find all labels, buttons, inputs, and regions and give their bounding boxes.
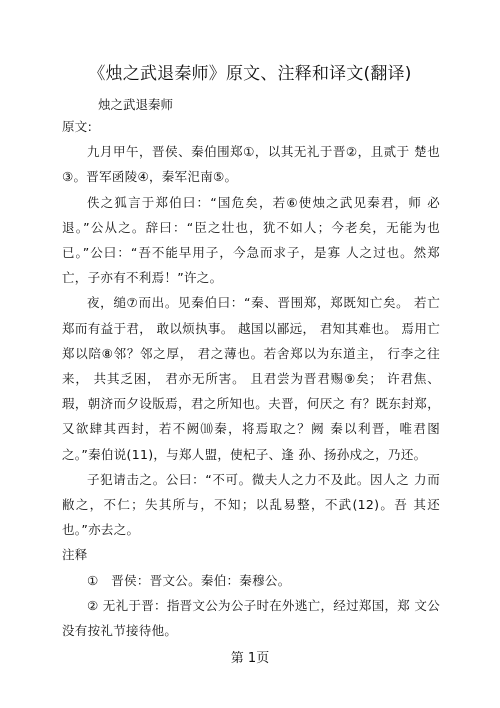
notes-heading: 注释 xyxy=(62,547,88,563)
note-1: ① 晋侯：晋文公。秦伯：秦穆公。 xyxy=(87,572,291,588)
paragraph-1: 九月甲午，晋侯、秦伯围郑①，以其无礼于晋②，且贰于 楚也③。晋军函陵④，秦军汜南⑤。 xyxy=(62,144,440,185)
document-body xyxy=(62,114,440,643)
paragraph-2: 佚之狐言于郑伯曰：“国危矣，若⑥使烛之武见秦君，师 必退。”公从之。辞曰：“臣之壮也，犹不如人；今老矣，无能为也已。”公曰：“吾不能早用子，今急而求子，是寡 人之过也。然郑亡，子亦有不利焉！”许之。 xyxy=(62,194,440,286)
paragraph-3: 夜，缒⑦而出。见秦伯曰：“秦、晋围郑，郑既知亡矣。 若亡郑而有益于君， 敢以烦执事。 越国以鄙远， 君知其难也。 焉用亡郑以陪⑧邻？邻之厚， 君之薄也。若舍郑以为东道主， 行李之往来， 共其乏困， 君亦无所害。 且君尝为晋君赐⑨矣； 许君焦、瑕，朝济而夕设版焉，君之所知也。夫晋，何厌之 有？既东封郑，又欲肆其西封，若不阙⑽秦，将焉取之？阙 秦以利晋，唯君图之。”秦伯说(11)，与郑人盟，使杞子、逢 孙、扬孙戍之，乃还。 xyxy=(62,295,440,462)
document-title: 《烛之武退秦师》原文、注释和译文(翻译) xyxy=(88,64,412,84)
page-number: 第 1页 xyxy=(230,651,270,666)
paragraph-4: 子犯请击之。公曰：“不可。微夫人之力不及此。因人之 力而敝之，不仁；失其所与，不知；以乱易整，不武(12)。吾 其还也。”亦去之。 xyxy=(62,471,440,538)
section-label-original: 原文: xyxy=(62,119,93,134)
note-2: ② 无礼于晋：指晋文公为公子时在外逃亡，经过郑国，郑 文公没有按礼节接待他。 xyxy=(62,597,440,639)
essay-title: 烛之武退秦师 xyxy=(98,97,174,112)
